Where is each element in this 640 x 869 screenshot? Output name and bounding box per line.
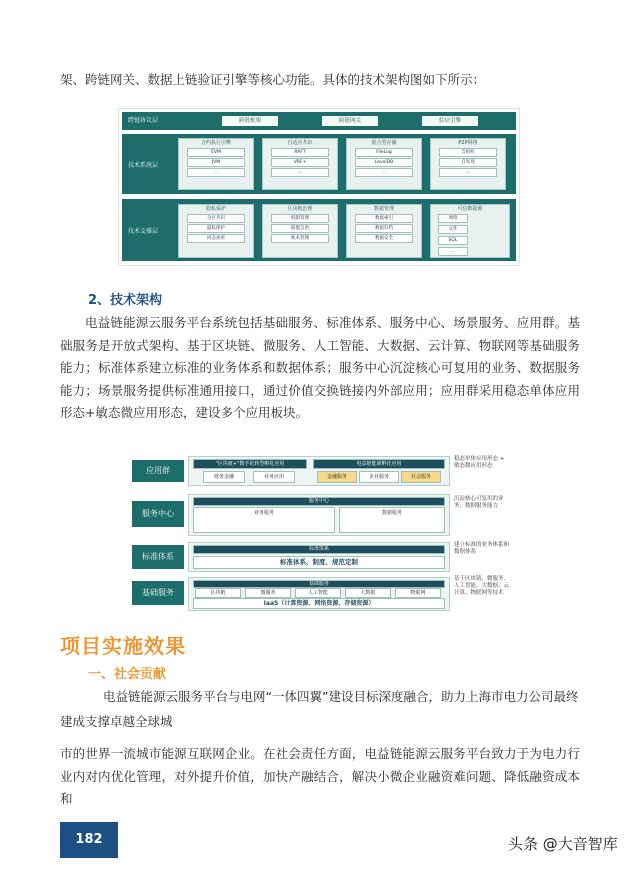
group-title: 隐私保护 [205, 206, 226, 212]
cross-chain-layer [122, 112, 516, 130]
center-left: 业务服务 [193, 507, 335, 533]
base-item: 人工智能 [295, 588, 341, 598]
group-item: 数据归档 [355, 224, 413, 233]
service-center-row [132, 492, 508, 536]
group-title: 自适应共识 [287, 140, 313, 146]
body-line: 电益链能源云服务平台与电网“一体四翼”建设目标深度融合，助力上海市电力公司最终 [103, 689, 579, 704]
app-right-title: 电益链能源孵化应用 [313, 459, 445, 469]
base-item: 物联网 [395, 588, 441, 598]
group-item: 权限管理 [271, 214, 329, 223]
base-item: 微服务 [245, 588, 291, 598]
group-title: P2P网络 [458, 140, 478, 146]
layer-box: 验证引擎 [422, 116, 478, 126]
layer-label: 跨链协议层 [128, 117, 159, 124]
row-body [188, 456, 450, 486]
platform-architecture-figure [132, 454, 508, 610]
app-item: 企业服务 [359, 471, 399, 483]
base-item: 大数据 [345, 588, 391, 598]
group-title: 混合型存储 [371, 140, 397, 146]
group-title: 合约执行引擎 [200, 140, 231, 146]
group-box [430, 204, 510, 258]
body-line: 建成支撑卓越全球城 [60, 714, 173, 729]
group-item: ... [439, 168, 497, 177]
group-item: 自组织 [439, 148, 497, 157]
group-item: 文件 [438, 225, 468, 234]
group-title: 数据管理 [373, 206, 394, 212]
group-item: ... [187, 168, 245, 177]
row-body [188, 542, 450, 572]
row-note: 基于区块链、微服务、人工智能、大数据、云计算、物联网等技术 [454, 576, 510, 596]
group-box [178, 138, 254, 190]
group-item: LevelDB [355, 158, 413, 167]
group-item: JVM [187, 158, 245, 167]
standard-line: 标准体系、制度、规范定制 [193, 556, 445, 569]
group-item: ... [438, 247, 468, 256]
base-title: 基础服务 [193, 580, 445, 588]
standard-row [132, 540, 508, 572]
system-layer [122, 134, 516, 194]
support-layer [122, 199, 516, 261]
layer-label: 技术系统层 [128, 162, 159, 169]
row-tag: 基础服务 [132, 581, 184, 605]
section-heading: 2、技术架构 [88, 293, 163, 308]
group-item: ... [271, 168, 329, 177]
app-item: 业务应用 [253, 471, 295, 483]
base-service-row [132, 576, 508, 610]
group-item: SQL [438, 236, 468, 245]
group-box [262, 138, 338, 190]
group-item: 数据索引 [355, 214, 413, 223]
watermark: 头条 @大音智库 [508, 835, 618, 853]
group-item: ... [355, 168, 413, 177]
group-item: 隐私保护 [187, 224, 245, 233]
tech-architecture-figure [118, 108, 520, 266]
body-paragraph: 市的世界一流城市能源互联网企业。在社会责任方面，电益链能源云服务平台致力于为电力行业内对内优化管理，对外提升价值，加快产融结合，解决小微企业融资难问题、降低融资成本和 [60, 746, 580, 806]
group-item: 同态加密 [187, 234, 245, 243]
row-body [188, 577, 450, 611]
standard-title: 标准体系 [193, 545, 445, 554]
row-note: 建立标准的业务体系和数据体系 [454, 542, 510, 555]
group-title: 可信数据源 [457, 206, 483, 212]
row-tag: 标准体系 [132, 545, 184, 569]
group-box [430, 138, 506, 190]
layer-box: 跨链框架 [222, 116, 278, 126]
group-item: 网络 [438, 214, 468, 223]
layer-box: 跨链网关 [322, 116, 378, 126]
app-left-title: "区块链+"数字化转型孵化应用 [193, 459, 307, 469]
body-paragraph: 电益链能源云服务平台系统包括基础服务、标准体系、服务中心、场景服务、应用群。基础服务是开放式架构、基于区块链、微服务、人工智能、大数据、云计算、物联网等基础服务能力；标准体系建立标准的业务体系和数据体系；服务中心沉淀核心可复用的业务、数据服务能力；场景服务提供标准通用接口，通过价值交换链接内外部应用；应用群采用稳态单体应用形态+敏态微应用形态，建设多个应用板块。 [60, 315, 580, 420]
page-number: 182 [60, 822, 118, 858]
group-box [346, 138, 422, 190]
group-item: 分区共识 [187, 214, 245, 223]
app-group-row [132, 454, 508, 486]
group-box [346, 204, 422, 258]
app-item: 社会服务 [401, 471, 441, 483]
row-note: 稳态单体应用形态 + 敏态微应用形态 [454, 456, 505, 469]
row-body [188, 494, 450, 536]
row-tag: 服务中心 [132, 501, 184, 527]
base-item: 区块链 [195, 588, 241, 598]
group-item: 自发现 [439, 158, 497, 167]
group-box [262, 204, 338, 258]
app-item: 财务金融 [203, 471, 245, 483]
group-item: 账本管理 [271, 234, 329, 243]
center-title: 服务中心 [193, 497, 445, 506]
group-item: 联盟自治 [271, 224, 329, 233]
row-note: 沉淀核心可复用的业务、数据服务能力 [454, 496, 504, 509]
group-item: RAFT [271, 148, 329, 157]
group-title: 区块链治理 [287, 206, 313, 212]
group-item: 数据安全 [355, 234, 413, 243]
intro-line: 架、跨链网关、数据上链验证引擎等核心功能。具体的技术架构图如下所示： [60, 72, 486, 87]
center-right: 数据服务 [339, 507, 445, 533]
group-item: FileLog [355, 148, 413, 157]
app-item: 金融服务 [317, 471, 357, 483]
base-line: IaaS（计算资源、网络资源、存储资源） [193, 598, 445, 609]
group-box [178, 204, 254, 258]
group-item: VRF+ [271, 158, 329, 167]
layer-label: 技术支撑层 [128, 228, 159, 235]
section-title: 项目实施效果 [60, 634, 186, 658]
row-tag: 应用群 [132, 460, 184, 482]
section-subtitle: 一、社会贡献 [88, 667, 167, 682]
group-item: EVM [187, 148, 245, 157]
